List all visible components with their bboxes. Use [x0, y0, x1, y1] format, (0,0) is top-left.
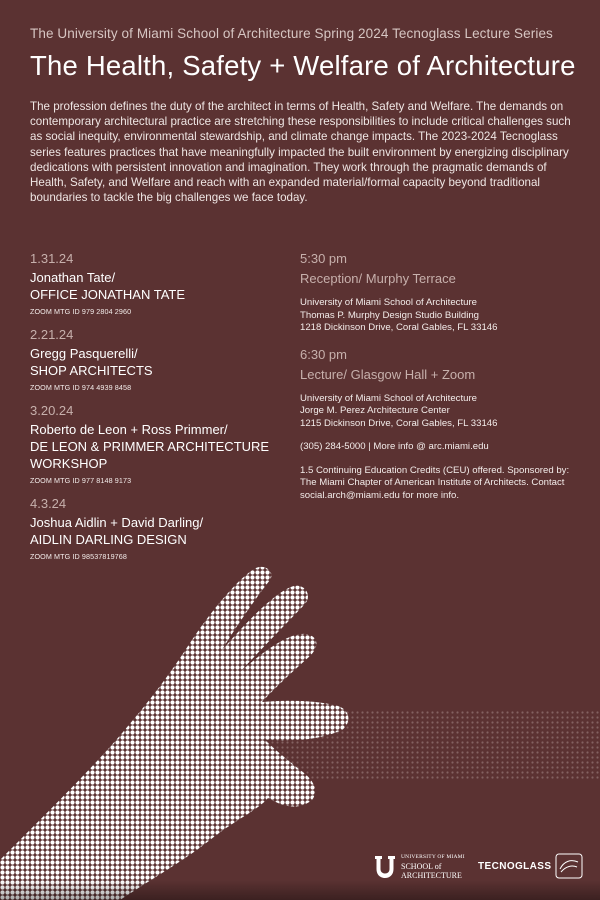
- um-logo-line: ARCHITECTURE: [401, 871, 462, 880]
- event-firm: SHOP ARCHITECTS: [30, 363, 153, 378]
- event-speaker: Joshua Aidlin + David Darling/: [30, 515, 204, 530]
- tecnoglass-logo: [478, 853, 583, 879]
- address-line: Thomas P. Murphy Design Studio Building: [300, 309, 480, 321]
- event-firm: AIDLIN DARLING DESIGN: [30, 532, 187, 547]
- event-date: 4.3.24: [30, 496, 67, 511]
- reception-block: [300, 250, 575, 335]
- event-item: [30, 402, 290, 485]
- event-firm: OFFICE JONATHAN TATE: [30, 287, 186, 302]
- lecture-block: [300, 346, 575, 431]
- event-item: [30, 250, 290, 316]
- address-line: 1218 Dickinson Drive, Coral Gables, FL 33146: [300, 322, 498, 333]
- address-line: University of Miami School of Architecture: [300, 392, 478, 404]
- lecture-schedule: [30, 250, 290, 571]
- event-date: 2.21.24: [30, 327, 74, 342]
- lecture-time: 6:30 pm: [300, 346, 347, 362]
- event-zoom-id: ZOOM MTG ID 979 2804 2960: [30, 307, 132, 316]
- tecnoglass-wordmark: TECNOGLASS: [478, 860, 552, 872]
- um-logo-line: UNIVERSITY OF MIAMI: [401, 854, 465, 860]
- contact-info: (305) 284-5000 | More info @ arc.miami.edu: [300, 441, 489, 452]
- event-speaker: Gregg Pasquerelli/: [30, 346, 138, 361]
- ceu-note: 1.5 Continuing Education Credits (CEU) offered. Sponsored by: The Miami Chapter of American Institute of Architects. Contact social.arch@miami.edu for more info.: [300, 464, 570, 501]
- event-zoom-id: ZOOM MTG ID 977 8148 9173: [30, 476, 132, 485]
- um-logo-line: SCHOOL of: [401, 862, 442, 871]
- address-line: University of Miami School of Architecture: [300, 297, 478, 308]
- event-zoom-id: ZOOM MTG ID 98537819768: [30, 552, 127, 561]
- page-title: The Health, Safety + Welfare of Architecture: [30, 50, 576, 81]
- series-title: The University of Miami School of Architecture Spring 2024 Tecnoglass Lecture Series: [30, 26, 553, 41]
- reception-address: [300, 297, 575, 335]
- venue-details: [300, 250, 575, 502]
- tecnoglass-mark-icon: [555, 853, 583, 879]
- reception-venue: Reception/ Murphy Terrace: [300, 271, 456, 286]
- event-item: [30, 326, 290, 392]
- u-monogram-icon: [375, 856, 395, 878]
- halftone-hand-image: [0, 560, 600, 900]
- event-zoom-id: ZOOM MTG ID 974 4939 8458: [30, 383, 132, 392]
- event-date: 1.31.24: [30, 251, 74, 266]
- address-line: Jorge M. Perez Architecture Center: [300, 405, 450, 416]
- event-speaker: Roberto de Leon + Ross Primmer/: [30, 422, 228, 437]
- event-date: 3.20.24: [30, 403, 74, 418]
- um-logo-text: [401, 853, 465, 880]
- reception-time: 5:30 pm: [300, 251, 347, 266]
- event-item: [30, 495, 290, 561]
- lecture-venue: Lecture/ Glasgow Hall + Zoom: [300, 366, 476, 382]
- intro-paragraph: The profession defines the duty of the architect in terms of Health, Safety and Welfare. The demands on contemporary architectural practice are stretching these responsibilities to include critical challenges such as social inequity, environmental stewardship, and climate change impacts. The 2023-2024 Tecnoglass series features practices that have meaningfully impacted the built environment by energizing disciplinary dedications with persistent innovation and imagination. They work through the pragmatic demands of Health, Safety, and Welfare and reach with an expanded material/formal capacity beyond traditional boundaries to tackle the big challenges we face today.: [30, 100, 571, 205]
- address-line: 1215 Dickinson Drive, Coral Gables, FL 33146: [300, 417, 498, 429]
- um-architecture-logo: [375, 853, 465, 880]
- event-speaker: Jonathan Tate/: [30, 270, 116, 285]
- event-firm: DE LEON & PRIMMER ARCHITECTURE WORKSHOP: [30, 439, 270, 471]
- lecture-address: [300, 393, 575, 431]
